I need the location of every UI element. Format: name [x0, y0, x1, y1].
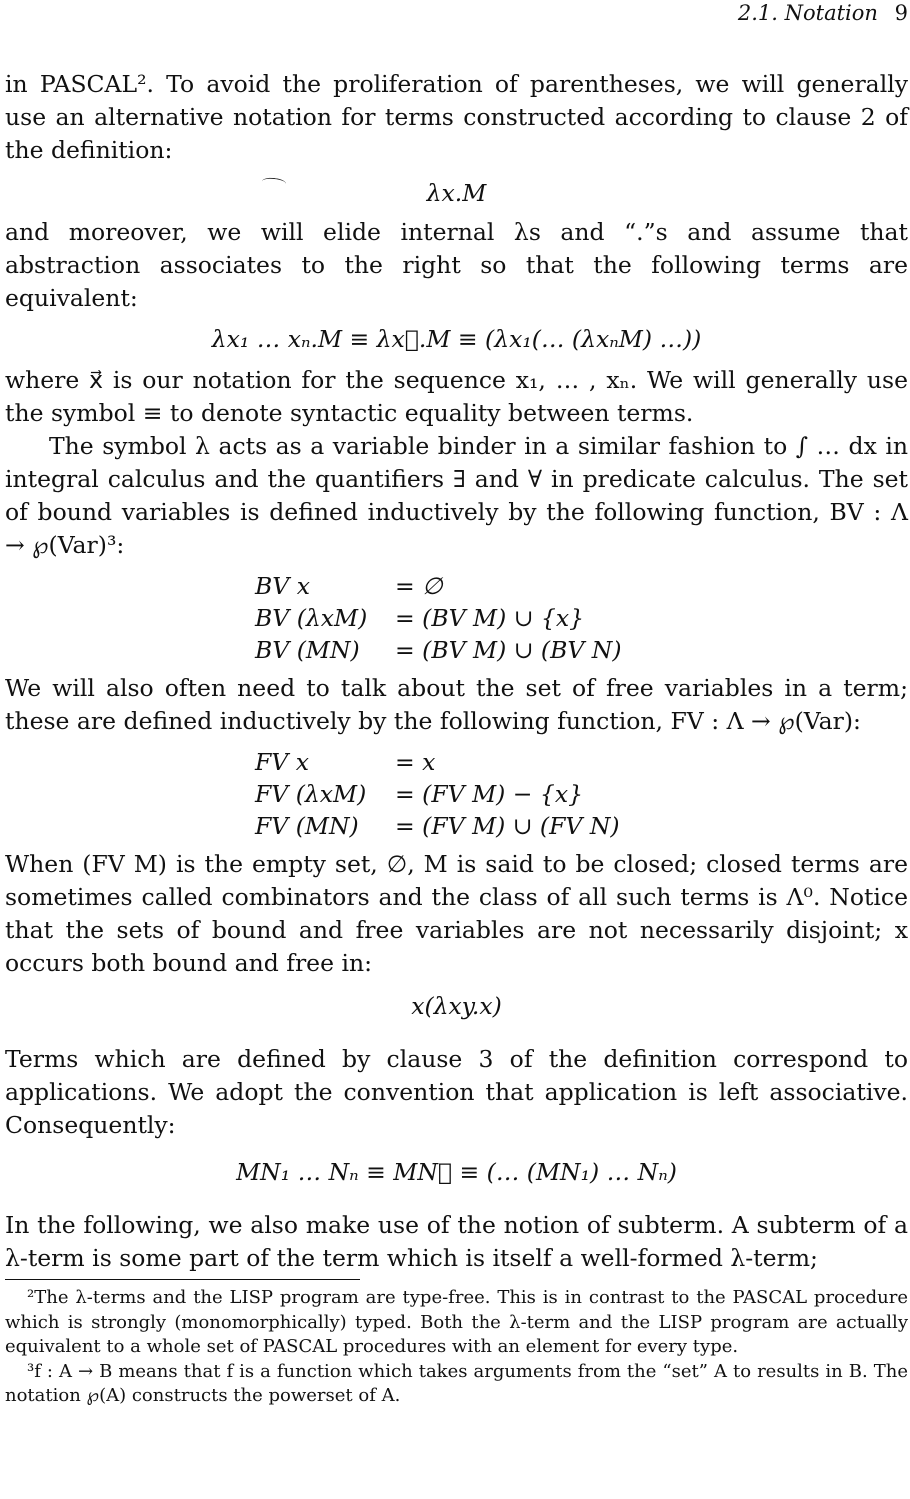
- formula: λx₁ … xₙ.M ≡ λx⃗.M ≡ (λx₁(… (λxₙM) …)): [211, 325, 702, 353]
- bv-rhs: = ∅: [395, 572, 443, 600]
- paragraph-4: The symbol λ acts as a variable binder in a similar fashion to ∫ … dx in integral calculus and the quantifiers ∃ and ∀ in predicate calculus. The set of bound variables is defined inductively by the following function, BV : Λ → ℘(Var)³:: [5, 432, 908, 559]
- fv-lhs: FV (MN): [255, 812, 359, 840]
- fv-row: [255, 810, 620, 842]
- formula: MN₁ … Nₙ ≡ MN⃗ ≡ (… (MN₁) … Nₙ): [236, 1158, 677, 1186]
- page-number: 9: [894, 1, 908, 25]
- bv-row: [255, 602, 622, 634]
- section-title: 2.1. Notation: [737, 1, 878, 25]
- paragraph-7: Terms which are defined by clause 3 of the definition correspond to applications. We adopt the convention that application is left associative. Consequently:: [5, 1045, 908, 1139]
- paragraph-5: We will also often need to talk about the set of free variables in a term; these are defined inductively by the following function, FV : Λ → ℘(Var):: [5, 674, 908, 735]
- formula: x(λxy.x): [411, 992, 502, 1020]
- paragraph-6: When (FV M) is the empty set, ∅, M is said to be closed; closed terms are sometimes called combinators and the class of all such terms is Λ⁰. Notice that the sets of bound and free variables are not necessarily disjoint; x occurs both bound and free in:: [5, 850, 908, 977]
- bv-row: [255, 570, 622, 602]
- footnote-2: ²The λ-terms and the LISP program are type-free. This is in contrast to the PASCAL procedure which is strongly (monomorphically) typed. Both the λ-term and the LISP program are actually equivalent to a whole set of PASCAL procedures with an element for every type.: [5, 1287, 908, 1357]
- fv-lhs: FV (λxM): [255, 780, 367, 808]
- paragraph-8: In the following, we also make use of the notion of subterm. A subterm of a λ-term is some part of the term which is itself a well-formed λ-term;: [5, 1211, 908, 1272]
- bv-definition-table: [255, 570, 622, 666]
- paragraph-1: in PASCAL². To avoid the proliferation of parentheses, we will generally use an alternative notation for terms constructed according to clause 2 of the definition:: [5, 70, 908, 164]
- book-page: [5, 0, 908, 1409]
- display-equivalence: [5, 323, 908, 356]
- fv-definition-table: [255, 746, 620, 842]
- footnote-rule: [5, 1279, 360, 1280]
- bv-lhs: BV (MN): [255, 636, 360, 664]
- fv-rhs: = x: [395, 748, 436, 776]
- bv-row: [255, 634, 622, 666]
- display-abstraction: [5, 177, 908, 210]
- paragraph-3: where x⃗ is our notation for the sequence x₁, … , xₙ. We will generally use the symbol ≡ to denote syntactic equality between terms.: [5, 366, 908, 427]
- display-application: [5, 1156, 908, 1189]
- bv-lhs: BV x: [255, 572, 310, 600]
- bv-rhs: = (BV M) ∪ (BV N): [395, 636, 622, 664]
- formula: λx.M: [426, 179, 487, 207]
- paragraph-2: and moreover, we will elide internal λs and “.”s and assume that abstraction associates to the right so that the following terms are equivalent:: [5, 218, 908, 312]
- footnote-3: ³f : A → B means that f is a function which takes arguments from the “set” A to results in B. The notation ℘(A) constructs the powerset of A.: [5, 1360, 908, 1406]
- fv-rhs: = (FV M) ∪ (FV N): [395, 812, 620, 840]
- fv-row: [255, 778, 620, 810]
- fv-rhs: = (FV M) − {x}: [395, 780, 584, 808]
- running-header: [5, 0, 908, 28]
- bv-lhs: BV (λxM): [255, 604, 368, 632]
- bv-rhs: = (BV M) ∪ {x}: [395, 604, 585, 632]
- fv-lhs: FV x: [255, 748, 309, 776]
- display-example-term: [5, 990, 908, 1023]
- fv-row: [255, 746, 620, 778]
